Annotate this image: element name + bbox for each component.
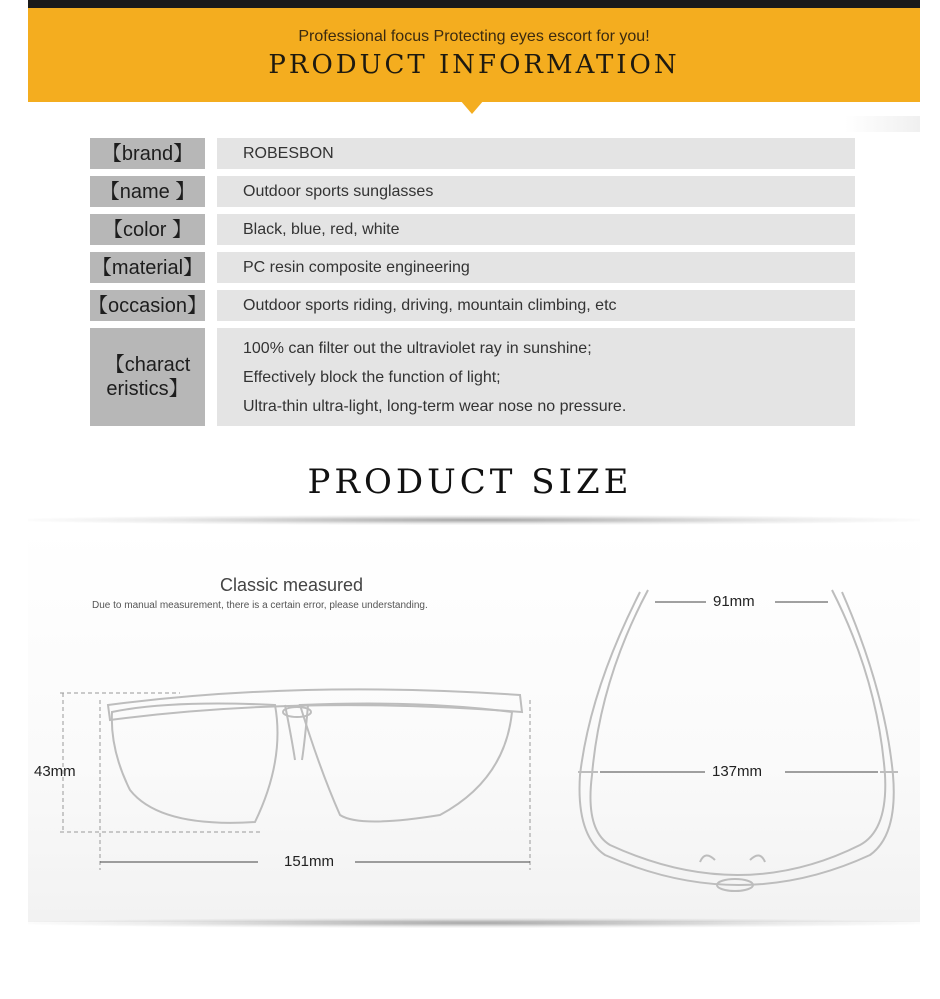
info-value: PC resin composite engineering (217, 252, 855, 283)
info-key: 【brand】 (90, 138, 205, 169)
front-view-guides (60, 693, 530, 870)
front-view-glasses (108, 689, 522, 822)
banner-title: PRODUCT INFORMATION (268, 50, 680, 80)
measurement-note: Due to manual measurement, there is a certain error, please understanding. (92, 600, 428, 611)
info-value: ROBESBON (217, 138, 855, 169)
banner-tagline: Professional focus Protecting eyes escort for you! (298, 28, 650, 45)
height-dimension: 43mm (34, 763, 76, 780)
info-key: 【color 】 (90, 214, 205, 245)
width-dimension: 151mm (284, 853, 335, 870)
characteristic-line: Ultra-thin ultra-light, long-term wear nose no pressure. (243, 397, 627, 415)
product-size-title: PRODUCT SIZE (307, 462, 633, 502)
classic-measured-label: Classic measured (220, 575, 364, 595)
info-value: Outdoor sports riding, driving, mountain climbing, etc (217, 290, 855, 321)
info-key: 【material】 (90, 252, 205, 283)
characteristic-line: Effectively block the function of light; (243, 368, 501, 386)
temple-span-dimension: 91mm (713, 593, 755, 610)
info-value: Outdoor sports sunglasses (217, 176, 855, 207)
hinge-width-dimension: 137mm (712, 763, 763, 780)
top-view-glasses (578, 590, 898, 891)
info-key: 【name 】 (90, 176, 205, 207)
info-key: 【occasion】 (90, 290, 205, 321)
info-key-line: 【charact (104, 354, 191, 376)
characteristic-line: 100% can filter out the ultraviolet ray in sunshine; (243, 339, 592, 357)
info-value: Black, blue, red, white (217, 214, 855, 245)
info-key-line: eristics】 (106, 378, 189, 400)
